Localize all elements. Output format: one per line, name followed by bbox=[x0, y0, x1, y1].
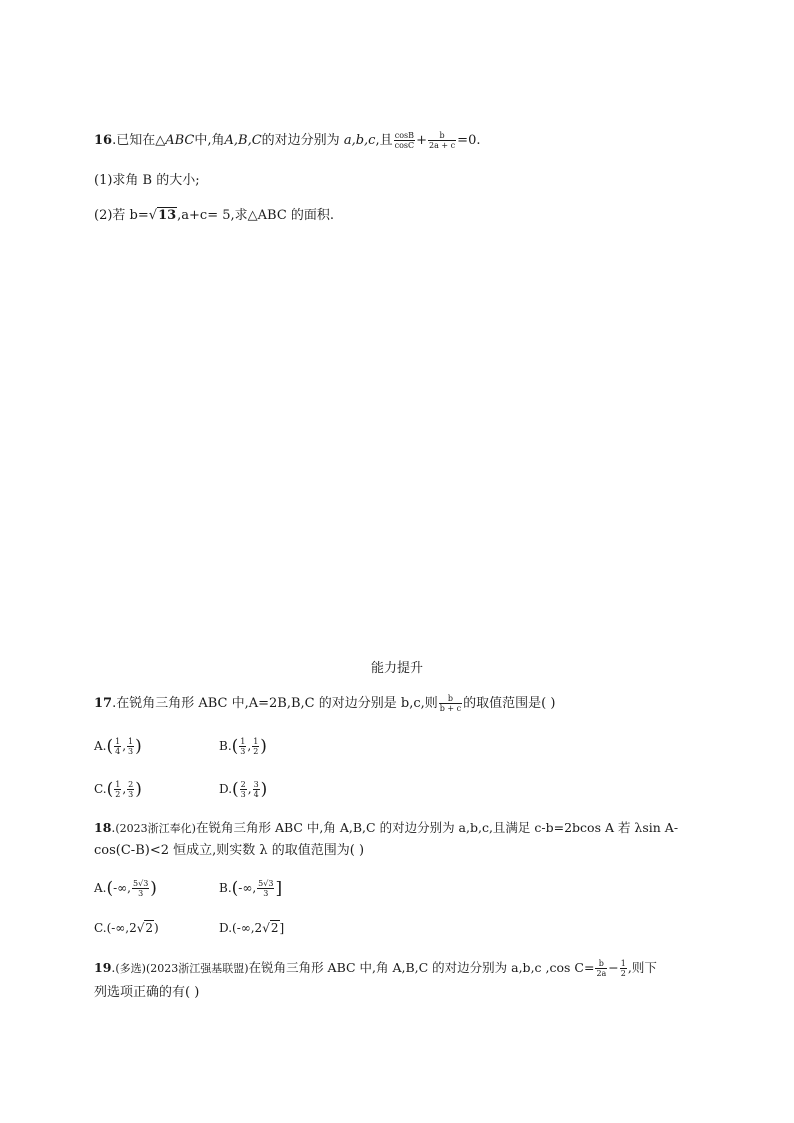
q19-number: 19 bbox=[94, 960, 112, 975]
section-title: 能力提升 bbox=[370, 661, 423, 676]
q18-option-d: D.(-∞,2√2] bbox=[219, 921, 285, 935]
q18-number: 18 bbox=[94, 820, 112, 835]
q19-line1: 19.(多选)(2023浙江强基联盟)在锐角三角形 ABC 中,角 A,B,C 的对边分别为 a,b,c ,cos C= $\frac{b}{2a}$ − $\frac{1}{2}$ ,则下 bbox=[94, 959, 657, 978]
q18-line2: cos(C-B)<2 恒成立,则实数 λ 的取值范围为( ) bbox=[94, 843, 365, 858]
q17-option-c: C.( $\frac{1}{2}$ , $\frac{2}{3}$ ) bbox=[94, 779, 142, 800]
q16-fraction-b: $\frac{b}{2a + c}$ bbox=[429, 131, 456, 150]
q17-option-d: D.( $\frac{2}{3}$ , $\frac{3}{4}$ ) bbox=[219, 779, 268, 800]
q18-source: (2023浙江奉化) bbox=[115, 822, 196, 835]
q16-number: 16 bbox=[94, 133, 113, 148]
q18-option-a: A.(-∞, $\frac{5√3}{3}$ ) bbox=[94, 878, 157, 899]
q16-part2: (2)若 b=√13,a+c= 5,求△ABC 的面积. bbox=[94, 208, 335, 223]
q19-source: (多选)(2023浙江强基联盟) bbox=[115, 962, 249, 975]
q17-stem: 17.在锐角三角形 ABC 中,A=2B,B,C 的对边分别是 b,c,则 $\frac{b}{b + c}$ 的取值范围是( ) bbox=[94, 694, 556, 713]
q17-option-a: A.( $\frac{1}{4}$ , $\frac{1}{3}$ ) bbox=[94, 736, 142, 757]
q19-fraction-b: $\frac{b}{2a}$ bbox=[596, 959, 607, 978]
q16-stem: 16.已知在△ABC中,角A,B,C的对边分别为 a,b,c,且 $\frac{\cos B}{\cos C}$ + $\frac{b}{2a + c}$ =0. bbox=[94, 131, 481, 150]
q19-line2: 列选项正确的有( ) bbox=[94, 985, 200, 1000]
q18-option-c: C.(-∞,2√2) bbox=[94, 921, 159, 935]
q19-fraction-half: $\frac{1}{2}$ bbox=[620, 959, 626, 978]
q16-part1: (1)求角 B 的大小; bbox=[94, 173, 200, 188]
q16-fraction-cos: $\frac{\cos B}{\cos C}$ bbox=[394, 131, 415, 150]
q18-line1: 18.(2023浙江奉化)在锐角三角形 ABC 中,角 A,B,C 的对边分别为 a,b,c,且满足 c-b=2bcos A 若 λsin A- bbox=[94, 820, 679, 835]
q17-option-b: B.( $\frac{1}{3}$ , $\frac{1}{2}$ ) bbox=[219, 736, 267, 757]
q18-option-b: B.(-∞, $\frac{5√3}{3}$ ] bbox=[219, 878, 283, 899]
sqrt-13: √13 bbox=[148, 208, 177, 223]
q17-number: 17 bbox=[94, 696, 113, 711]
q17-fraction: $\frac{b}{b + c}$ bbox=[439, 694, 462, 713]
